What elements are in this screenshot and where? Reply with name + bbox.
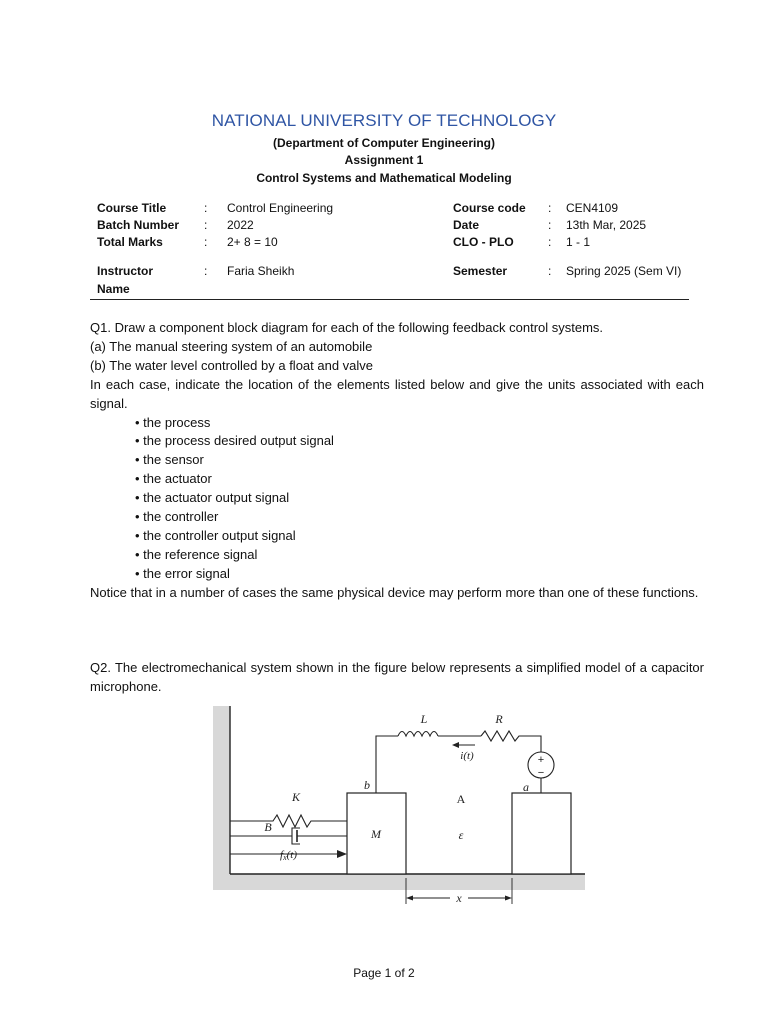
label-k: K [291, 790, 301, 804]
list-item: • the actuator [135, 471, 212, 487]
label-force-sub: x [283, 853, 287, 862]
current-arrowhead [452, 742, 459, 748]
instructor-label-name: Name [97, 282, 130, 296]
list-item: • the sensor [135, 452, 204, 468]
colon: : [548, 218, 552, 232]
colon: : [204, 264, 208, 278]
list-item: • the actuator output signal [135, 490, 290, 506]
label-force [280, 849, 297, 862]
clo-value: 1 - 1 [566, 235, 591, 249]
label-mass: M [371, 827, 381, 841]
colon: : [548, 201, 552, 215]
instructor-label: Instructor [97, 264, 154, 278]
label-plus: + [537, 754, 545, 766]
q1-instruction: In each case, indicate the location of the elements listed below and give the units associated with each signal. [90, 376, 704, 411]
label-force-f: f [280, 849, 284, 861]
ground-hatch [213, 874, 585, 890]
university-title: NATIONAL UNIVERSITY OF TECHNOLOGY [211, 111, 557, 130]
wire-left [376, 736, 398, 793]
list-item: • the process desired output signal [135, 433, 334, 449]
course-info-table [0, 0, 768, 300]
inductor-l [398, 732, 438, 737]
question-1 [90, 319, 704, 603]
capacitor-microphone-figure [213, 706, 585, 906]
q1-part-b: (b) The water level controlled by a float and valve [90, 357, 374, 373]
label-epsilon: ε [458, 828, 464, 842]
resistor-r [481, 731, 541, 752]
list-item: • the error signal [135, 565, 230, 581]
batch-label: Batch Number [97, 218, 180, 232]
spring-k [230, 815, 347, 827]
question-2 [90, 659, 704, 697]
assignment-line: Assignment 1 [344, 153, 424, 167]
marks-value: 2+ 8 = 10 [227, 235, 278, 249]
marks-label: Total Marks [97, 235, 163, 249]
label-a: a [523, 780, 529, 794]
batch-value: 2022 [227, 218, 254, 232]
date-value: 13th Mar, 2025 [566, 218, 647, 232]
colon: : [548, 264, 552, 278]
header-divider [90, 299, 689, 300]
list-item: • the controller output signal [135, 527, 296, 543]
instructor-value: Faria Sheikh [227, 264, 295, 278]
list-item: • the controller [135, 509, 219, 525]
q1-intro: Q1. Draw a component block diagram for each of the following feedback control systems. [90, 320, 604, 335]
q1-element-list [90, 414, 704, 584]
left-wall-hatch [213, 706, 230, 890]
q2-text: Q2. The electromechanical system shown in the figure below represents a simplified model of a capacitor microphone. [90, 660, 704, 694]
label-r: R [495, 712, 503, 726]
course-title-label: Course Title [97, 201, 167, 215]
dim-arrow-right [505, 896, 512, 901]
course-title-value: Control Engineering [227, 201, 334, 215]
topic-line: Control Systems and Mathematical Modeling [256, 171, 512, 185]
department-line: (Department of Computer Engineering) [272, 136, 495, 150]
label-force-t: (t) [286, 849, 298, 861]
colon: : [548, 235, 552, 249]
fixed-plate [512, 793, 571, 874]
label-x: x [456, 891, 462, 905]
q1-notice: Notice that in a number of cases the same physical device may perform more than one of these functions. [90, 584, 699, 600]
semester-value: Spring 2025 (Sem VI) [566, 264, 682, 278]
list-item: • the reference signal [135, 546, 258, 562]
label-b: b [364, 778, 370, 792]
q1-part-a: (a) The manual steering system of an automobile [90, 338, 373, 354]
label-l: L [420, 712, 428, 726]
course-code-label: Course code [453, 201, 526, 215]
date-label: Date [453, 218, 480, 232]
force-arrowhead [337, 850, 347, 858]
list-item: • the process [135, 414, 211, 430]
colon: : [204, 218, 208, 232]
colon: : [204, 201, 208, 215]
dim-arrow-left [406, 896, 413, 901]
label-current: i(t) [460, 750, 474, 762]
clo-label: CLO - PLO [453, 235, 514, 249]
label-b-damper: B [264, 820, 272, 834]
page-number: Page 1 of 2 [353, 966, 415, 980]
label-area: A [456, 792, 466, 806]
label-minus: − [537, 767, 545, 779]
semester-label: Semester [453, 264, 508, 278]
course-code-value: CEN4109 [566, 201, 619, 215]
colon: : [204, 235, 208, 249]
